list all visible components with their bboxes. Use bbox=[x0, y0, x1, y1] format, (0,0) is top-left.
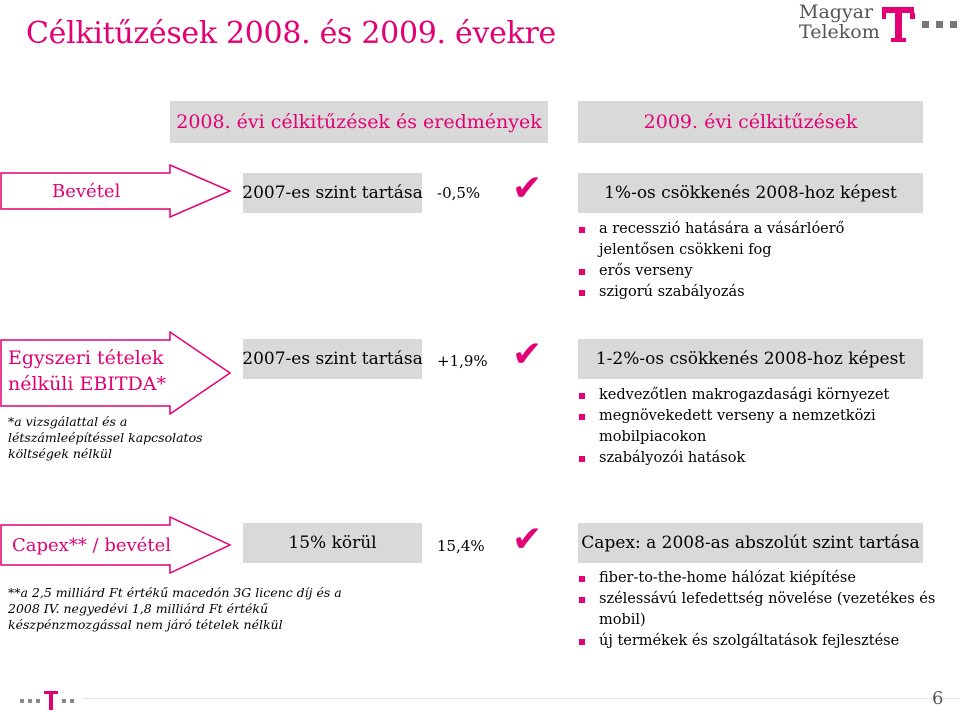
ebitda-footnote: *a vizsgálattal és a létszámleépítéssel kapcsolatos költségek nélkül bbox=[8, 414, 203, 461]
list-item: szigorú szabályozás bbox=[578, 282, 923, 303]
row-label-ebitda: Egyszeri tételek nélküli EBITDA* bbox=[8, 347, 166, 395]
logo-wordmark bbox=[799, 2, 880, 42]
list-item: megnövekedett verseny a nemzetközi mobilpiacokon bbox=[578, 406, 923, 448]
footer-divider bbox=[83, 698, 960, 699]
result-2008-capex: 15,4% bbox=[437, 537, 485, 555]
logo-line2: Telekom bbox=[799, 21, 880, 43]
result-2008-ebitda: +1,9% bbox=[437, 352, 488, 370]
row-label-capex: Capex** / bevétel bbox=[12, 535, 171, 556]
capex-footnote: **a 2,5 milliárd Ft értékű macedón 3G licenc díj és a 2008 IV. negyedévi 1,8 milliárd Ft értékű készpénzmozgással nem járó tételek nélkül bbox=[8, 585, 342, 632]
magyar-telekom-logo bbox=[797, 2, 960, 44]
list-item: szélessávú lefedettség növelése (vezetékes és mobil) bbox=[578, 589, 948, 631]
target-2008-capex: 15% körül bbox=[243, 523, 422, 563]
page-title: Célkitűzések 2008. és 2009. évekre bbox=[26, 16, 556, 51]
list-item: szabályozói hatások bbox=[578, 448, 923, 469]
checkmark-icon: ✔ bbox=[512, 168, 543, 209]
target-2009-ebitda: 1-2%-os csökkenés 2008-hoz képest bbox=[578, 339, 923, 379]
target-2008-ebitda: 2007-es szint tartása bbox=[243, 339, 422, 379]
logo-line1: Magyar bbox=[799, 1, 874, 23]
checkmark-icon: ✔ bbox=[512, 519, 543, 560]
ebitda-reasons-list bbox=[578, 385, 923, 469]
page-number: 6 bbox=[932, 688, 944, 709]
capex-plans-list bbox=[578, 568, 948, 652]
list-item: új termékek és szolgáltatások fejlesztése bbox=[578, 631, 948, 652]
list-item: a recesszió hatására a vásárlóerő jelentősen csökkeni fog bbox=[578, 219, 923, 261]
footer-telekom-logo-icon bbox=[18, 688, 78, 712]
result-2008-revenue: -0,5% bbox=[437, 184, 481, 202]
target-2009-capex: Capex: a 2008-as abszolút szint tartása bbox=[578, 523, 923, 563]
telekom-t-icon bbox=[882, 4, 958, 44]
target-2008-revenue: 2007-es szint tartása bbox=[243, 173, 422, 213]
checkmark-icon: ✔ bbox=[512, 334, 543, 375]
row-label-revenue: Bevétel bbox=[52, 181, 121, 202]
target-2009-revenue: 1%-os csökkenés 2008-hoz képest bbox=[578, 173, 923, 213]
header-2008: 2008. évi célkitűzések és eredmények bbox=[170, 101, 548, 143]
list-item: erős verseny bbox=[578, 261, 923, 282]
list-item: fiber-to-the-home hálózat kiépítése bbox=[578, 568, 948, 589]
revenue-reasons-list bbox=[578, 219, 923, 303]
list-item: kedvezőtlen makrogazdasági környezet bbox=[578, 385, 923, 406]
header-2009: 2009. évi célkitűzések bbox=[578, 101, 923, 143]
